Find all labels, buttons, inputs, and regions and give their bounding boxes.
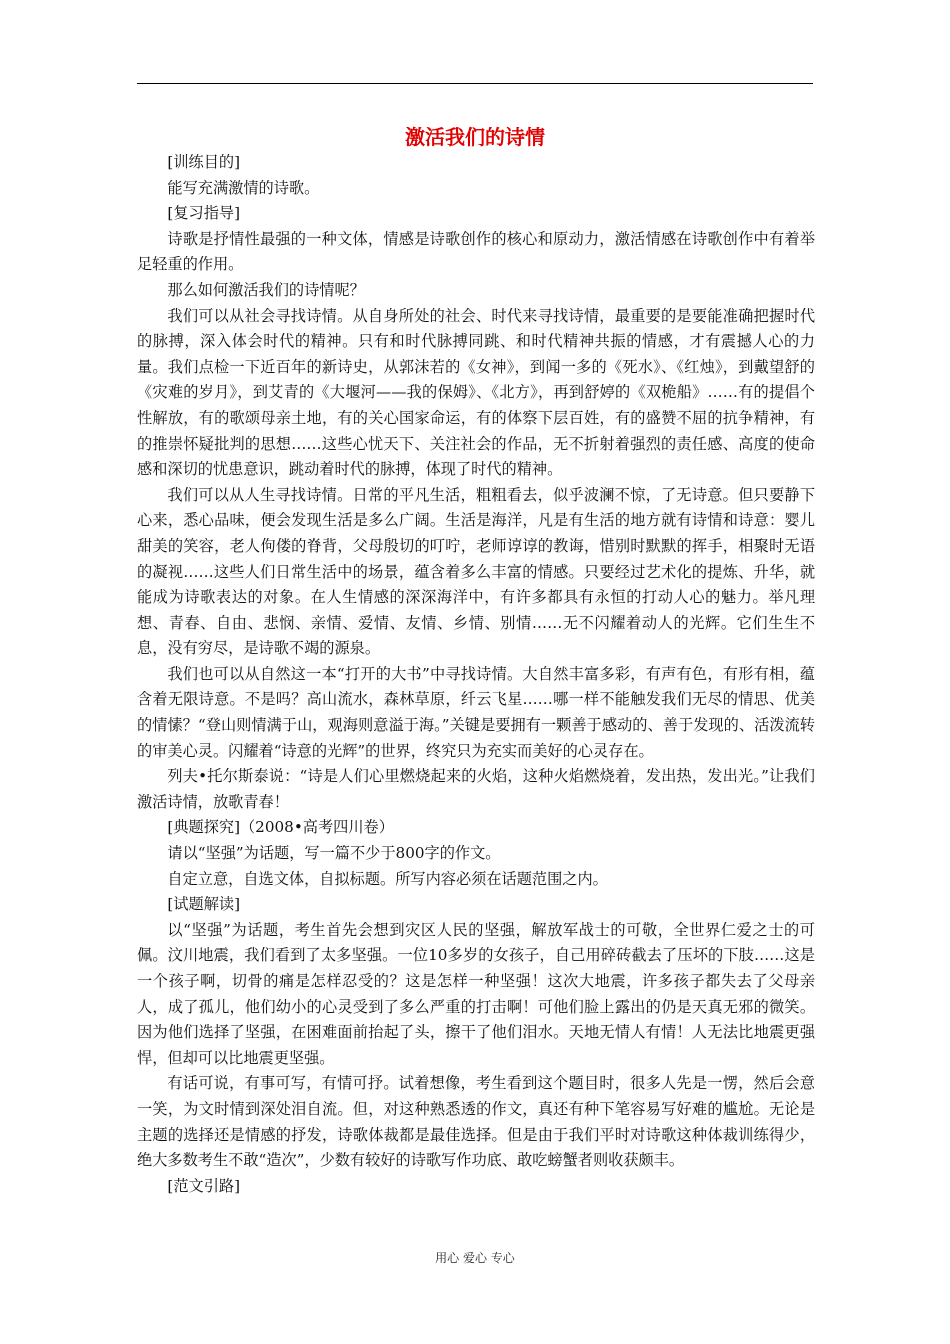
heading-model-essay: [范文引路] (167, 1176, 240, 1195)
paragraph-prompt: 请以“坚强”为话题，写一篇不少于800字的作文。 (167, 844, 501, 863)
document-body (137, 150, 815, 1199)
header-rule (137, 83, 813, 84)
paragraph-nature: 我们也可以从自然这一本“打开的大书”中寻找诗情。大自然丰富多彩，有声有色，有形有相，蕴含着无限诗意。不是吗？高山流水，森林草原，纤云飞星……哪一样不能触发我们无尽的情思、优美的情愫？“登山则情满于山，观海则意溢于海。”关键是要拥有一颗善于感动的、善于发现的、活泼流转的审美心灵。闪耀着“诗意的光辉”的世界，终究只为充实而美好的心灵存在。 (137, 664, 815, 760)
paragraph-training-goal: 能写充满激情的诗歌。 (167, 178, 320, 197)
heading-example-question: [典题探究]（2008•高考四川卷） (167, 818, 394, 837)
paragraph-life: 我们可以从人生寻找诗情。日常的平凡生活，粗粗看去，似乎波澜不惊，了无诗意。但只要静下心来，悉心品味，便会发现生活是多么广阔。生活是海洋，凡是有生活的地方就有诗情和诗意：婴儿甜美的笑容，老人佝偻的脊背，父母殷切的叮咛，老师谆谆的教诲，惜别时默默的挥手，相聚时无语的凝视……这些人们日常生活中的场景，蕴含着多么丰富的情感。只要经过艺术化的提炼、升华，就能成为诗歌表达的对象。在人生情感的深深海洋中，有许多都具有永恒的打动人心的魅力。举凡理想、青春、自由、悲悯、亲情、爱情、友情、乡情、别情……无不闪耀着动人的光辉。它们生生不息，没有穷尽，是诗歌不竭的源泉。 (137, 485, 815, 658)
page-footer: 用心 爱心 专心 (435, 1251, 515, 1265)
paragraph-interpretation-1: 以“坚强”为话题，考生首先会想到灾区人民的坚强，解放军战士的可敬，全世界仁爱之士的可佩。汶川地震，我们看到了太多坚强。一位10多岁的女孩子，自己用碎砖截去了压坏的下肢……这是一个孩子啊，切骨的痛是怎样忍受的？这是怎样一种坚强！这次大地震，许多孩子都失去了父母亲人，成了孤儿，他们幼小的心灵受到了多么严重的打击啊！可他们脸上露出的仍是天真无邪的微笑。因为他们选择了坚强，在困难面前抬起了头，擦干了他们泪水。天地无情人有情！人无法比地震更强悍，但却可以比地震更坚强。 (137, 920, 815, 1067)
paragraph-interpretation-2: 有话可说，有事可写，有情可抒。试着想像，考生看到这个题目时，很多人先是一愣，然后会意一笑，为文时情到深处泪自流。但，对这种熟悉透的作文，真还有种下笔容易写好难的尴尬。无论是主题的选择还是情感的抒发，诗歌体裁都是最佳选择。但是由于我们平时对诗歌这种体裁训练得少，绝大多数考生不敢“造次”，少数有较好的诗歌写作功底、敢吃螃蟹者则收获颇丰。 (137, 1074, 815, 1170)
paragraph-society: 我们可以从社会寻找诗情。从自身所处的社会、时代来寻找诗情，最重要的是要能准确把握时代的脉搏，深入体会时代的精神。只有和时代脉搏同跳、和时代精神共振的情感，才有震撼人心的力量。我们点检一下近百年的新诗史，从郭沫若的《女神》，到闻一多的《死水》、《红烛》，到戴望舒的《灾难的岁月》，到艾青的《大堰河——我的保姆》、《北方》，再到舒婷的《双桅船》……有的提倡个性解放，有的歌颂母亲土地，有的关心国家命运，有的体察下层百姓，有的盛赞不屈的抗争精神，有的推崇怀疑批判的思想……这些心忧天下、关注社会的作品，无不折射着强烈的责任感、高度的使命感和深切的忧患意识，跳动着时代的脉搏，体现了时代的精神。 (137, 306, 815, 479)
page-title: 激活我们的诗情 (405, 125, 545, 149)
paragraph-intro: 诗歌是抒情性最强的一种文体，情感是诗歌创作的核心和原动力，激活情感在诗歌创作中有着举足轻重的作用。 (137, 229, 815, 274)
heading-review-guide: [复习指导] (167, 204, 240, 223)
paragraph-tolstoy-quote: 列夫•托尔斯泰说：“诗是人们心里燃烧起来的火焰，这种火焰燃烧着，发出热，发出光。”让我们激活诗情，放歌青春！ (137, 767, 815, 811)
heading-interpretation: [试题解读] (167, 895, 240, 914)
heading-training-goal: [训练目的] (167, 153, 240, 171)
paragraph-question: 那么如何激活我们的诗情呢？ (167, 280, 365, 299)
paragraph-requirements: 自定立意，自选文体，自拟标题。所写内容必须在话题范围之内。 (167, 869, 608, 888)
